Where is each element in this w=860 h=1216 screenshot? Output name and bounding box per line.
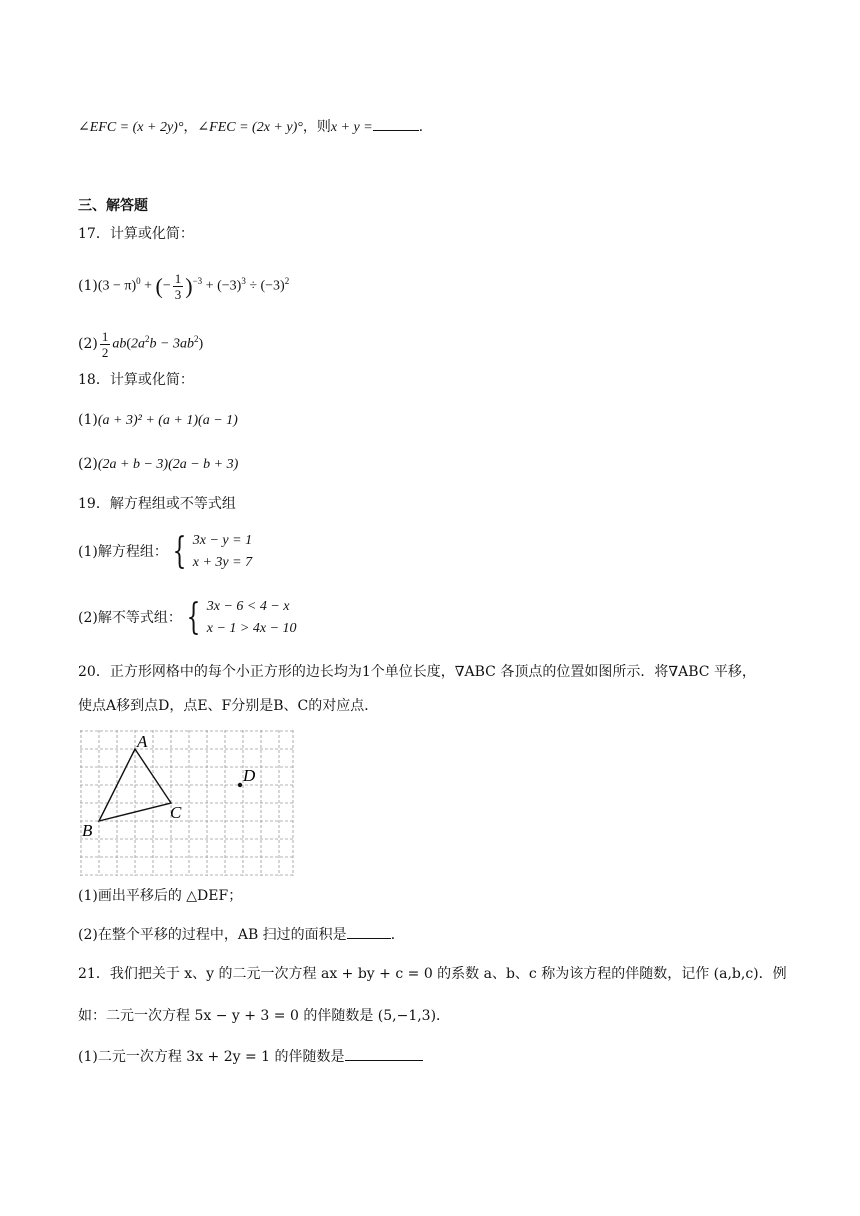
grid-svg xyxy=(80,730,296,876)
sum-expr: x + y = xyxy=(330,120,373,135)
q18-part1-expr: (a + 3)² + (a + 1)(a − 1) xyxy=(97,413,238,428)
q20-line1: 20．正方形网格中的每个小正方形的边长均为1个单位长度，∇ABC 各顶点的位置如图所示．将∇ABC 平移， xyxy=(78,664,756,680)
equation-1: 3x − y = 1 xyxy=(192,533,253,548)
q18-stem: 18．计算或化简： xyxy=(78,372,194,388)
answer-blank[interactable] xyxy=(345,1046,423,1061)
q20-part2-text: (2)在整个平移的过程中，AB 扫过的面积是 xyxy=(78,927,347,943)
angle-efc-expr: ∠EFC = (x + 2y)° xyxy=(78,120,184,135)
q19-stem: 19．解方程组或不等式组 xyxy=(78,496,236,512)
part-label: (1) xyxy=(78,412,98,428)
part-label: (1) xyxy=(78,278,98,294)
inequality-1: 3x − 6 < 4 − x xyxy=(206,599,290,614)
q21-line2: 如：二元一次方程 5x − y + 3 = 0 的伴随数是 (5,−1,3)． xyxy=(78,1008,451,1024)
brace-icon: { xyxy=(186,597,201,638)
q18-part2-expr: (2a + b − 3)(2a − b + 3) xyxy=(97,457,239,472)
inequality-2: x − 1 > 4x − 10 xyxy=(206,621,297,636)
q21-part1 xyxy=(78,1046,423,1067)
label-b: B xyxy=(82,821,93,840)
angle-fec-expr: ∠FEC = (2x + y)° xyxy=(197,120,303,135)
q17-part2-expr: $\frac{1}{2}$ $ab(2a^2b - 3ab^2)$ xyxy=(101,328,204,360)
q20-part2 xyxy=(78,924,405,945)
q20-part1: (1)画出平移后的 △DEF； xyxy=(78,888,243,904)
q18-part2 xyxy=(78,454,238,475)
label-c: C xyxy=(170,803,182,822)
q19-part2 xyxy=(78,596,297,640)
then-text: ，则 xyxy=(302,119,331,135)
period: . xyxy=(418,119,424,135)
equation-2: x + 3y = 7 xyxy=(192,555,253,570)
q19-part1 xyxy=(78,530,252,574)
part-label: (1)解方程组： xyxy=(78,544,168,560)
answer-blank[interactable] xyxy=(347,924,391,939)
label-a: A xyxy=(137,732,148,751)
period: ． xyxy=(390,927,405,943)
q21-line1: 21．我们把关于 x、y 的二元一次方程 ax + by + c = 0 的系数 a、b、c 称为该方程的伴随数，记作 (a,b,c)．例 xyxy=(78,966,787,982)
brace-icon: { xyxy=(172,531,187,572)
q17-part2 xyxy=(78,324,203,364)
q20-line2: 使点A移到点D，点E、F分别是B、C的对应点． xyxy=(78,698,379,714)
part-label: (2)解不等式组： xyxy=(78,610,182,626)
grid-lines xyxy=(80,730,294,876)
q17-stem: 17．计算或化简： xyxy=(78,226,194,242)
separator: ， xyxy=(183,119,198,135)
section-title: 三、解答题 xyxy=(78,198,148,214)
fill-blank-line xyxy=(78,116,423,138)
q21-part1-text: (1)二元一次方程 3x + 2y = 1 的伴随数是 xyxy=(78,1049,345,1065)
grid-figure xyxy=(80,730,296,880)
q17-part1 xyxy=(78,266,289,306)
part-label: (2) xyxy=(78,336,98,352)
label-d: D xyxy=(243,766,256,785)
q18-part1 xyxy=(78,410,238,431)
inequality-system xyxy=(182,596,297,640)
point-d xyxy=(238,783,242,787)
equation-system xyxy=(168,530,252,574)
part-label: (2) xyxy=(78,456,98,472)
answer-blank[interactable] xyxy=(373,116,419,131)
q17-part1-expr: $(3 - \pi)^0$ + (− $\frac{1}{3}$ )$^{-3} + (-3)^3 \div (-3)^2$ xyxy=(97,270,290,302)
